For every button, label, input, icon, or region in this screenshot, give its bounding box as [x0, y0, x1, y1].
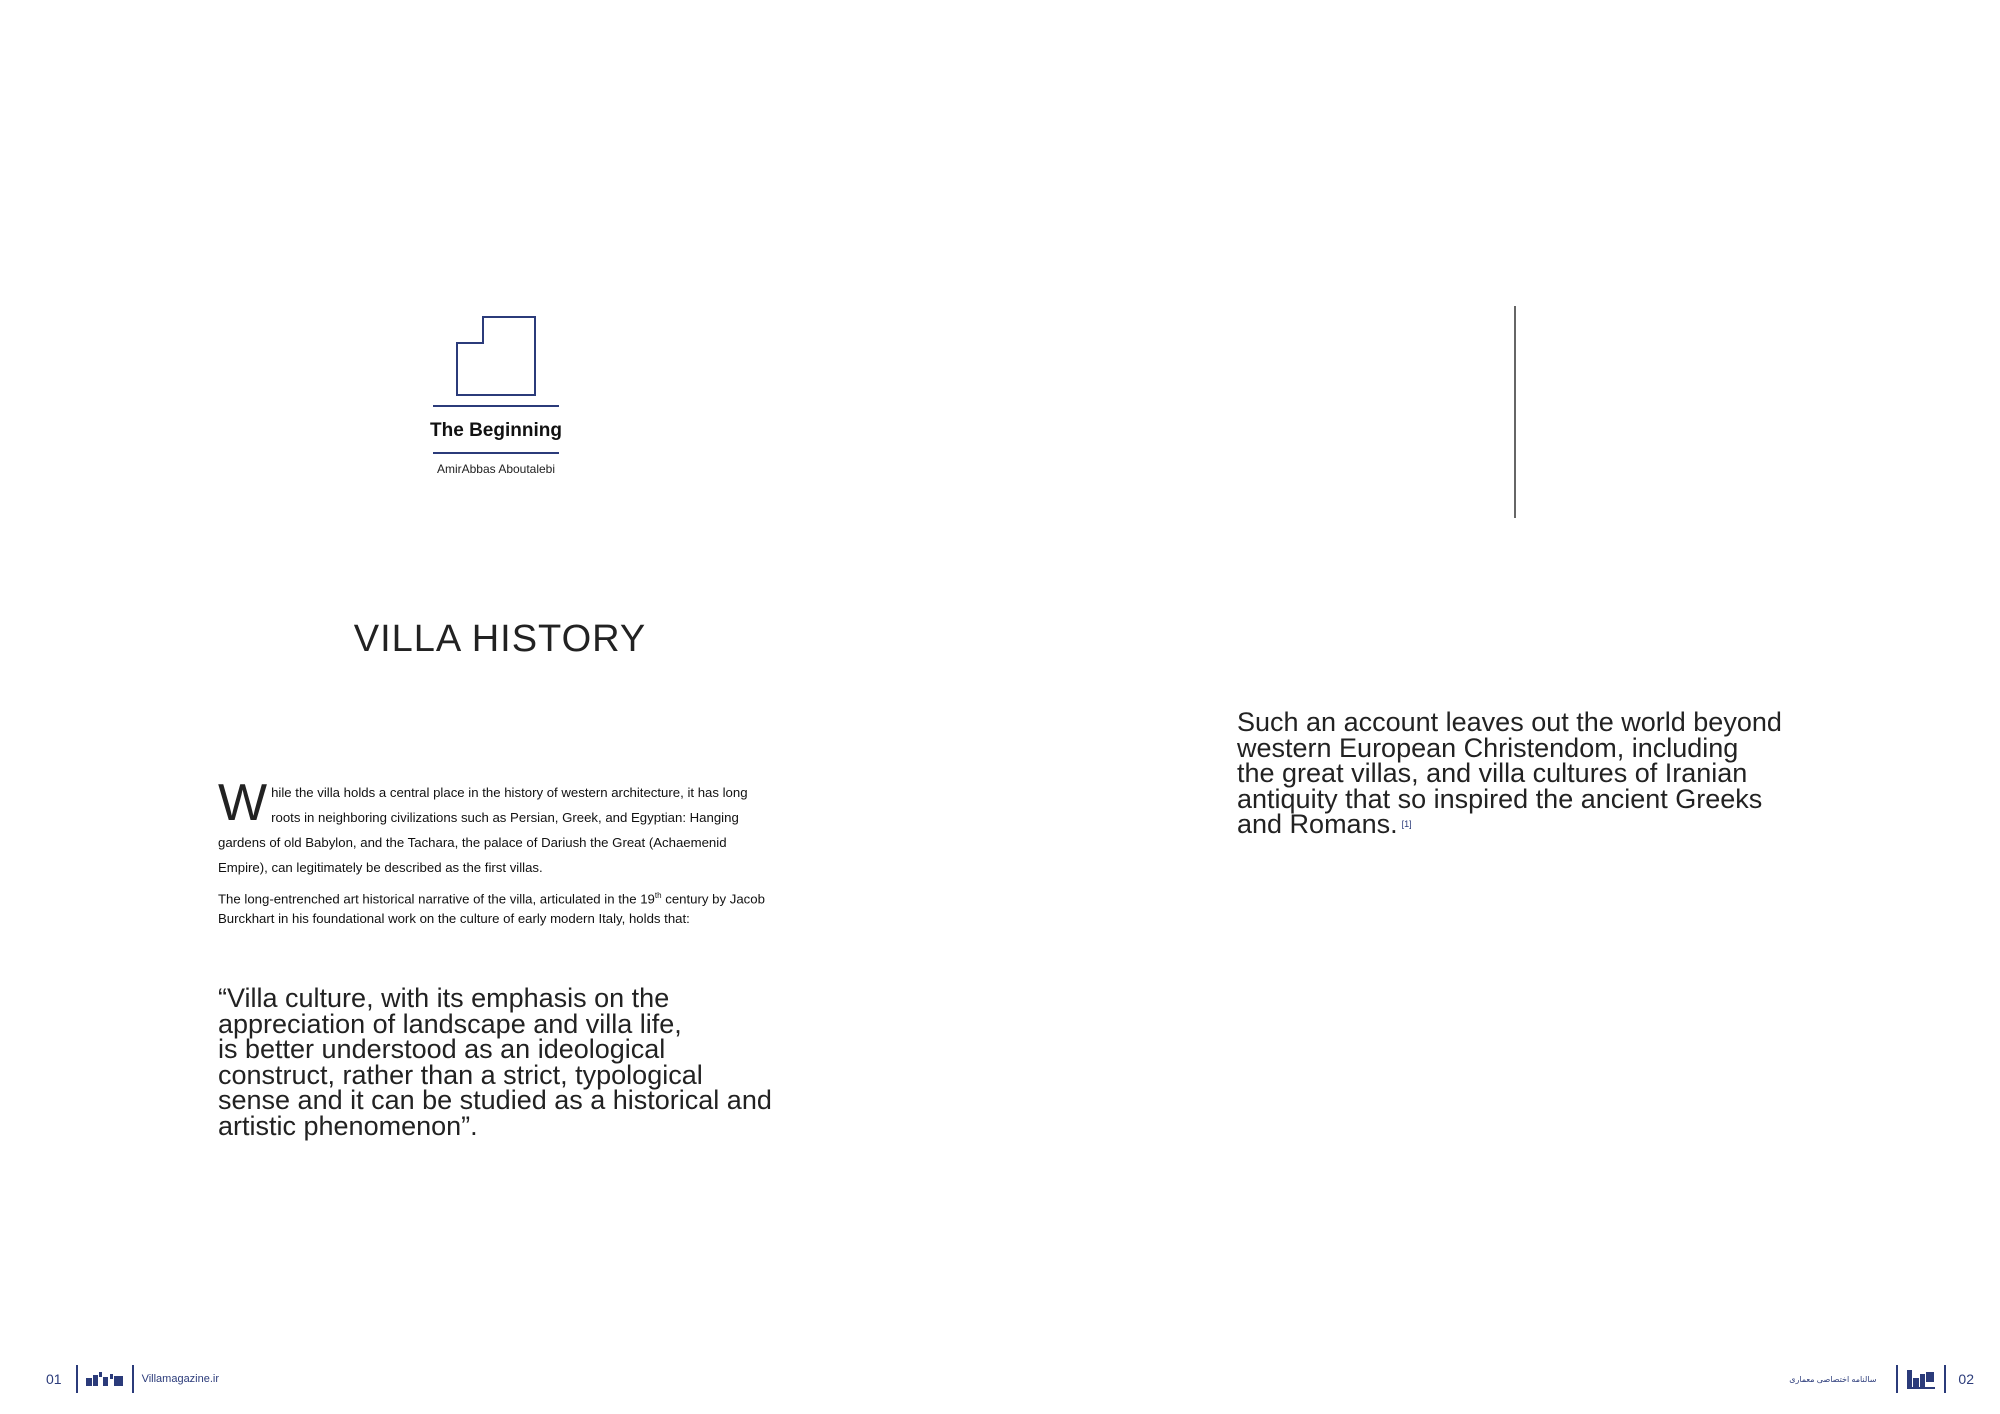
persian-caption: سالنامه اختصاصی معماری — [1789, 1374, 1877, 1384]
vertical-divider — [1514, 306, 1516, 518]
quote-line: sense and it can be studied as a historical and — [218, 1085, 772, 1115]
footer-right — [1789, 1364, 1974, 1394]
chapter-emblem-icon — [455, 315, 537, 397]
website-link[interactable]: Villamagazine.ir — [141, 1373, 220, 1385]
paragraph-narrative — [218, 886, 778, 929]
quote-line: “Villa culture, with its emphasis on the — [218, 983, 670, 1013]
paragraph-narrative-text-a: The long-entrenched art historical narrative of the villa, articulated in the 19 — [218, 891, 655, 907]
magazine-logo-icon — [1906, 1368, 1936, 1390]
author-name: AmirAbbas Aboutalebi — [436, 462, 556, 476]
side-line-text: and Romans. — [1237, 809, 1398, 839]
side-line — [1237, 809, 1817, 839]
chapter-title: The Beginning — [430, 420, 562, 441]
footer-divider — [76, 1365, 78, 1393]
ordinal-superscript: th — [654, 891, 662, 900]
page-number-left: 01 — [46, 1371, 62, 1387]
drop-cap: W — [218, 774, 268, 832]
title-rule-bottom — [433, 452, 559, 454]
quote-line: appreciation of landscape and villa life, — [218, 1008, 682, 1039]
side-line: the great villas, and villa cultures of Iranian — [1237, 758, 1748, 788]
side-statement — [1237, 707, 1817, 839]
footnote-reference[interactable]: [1] — [1401, 819, 1412, 829]
side-line: western European Christendom, including — [1237, 732, 1739, 763]
pull-quote — [218, 983, 798, 1141]
main-title: VILLA HISTORY — [353, 618, 647, 660]
quote-line: is better understood as an ideological — [218, 1034, 666, 1064]
footer-left — [46, 1364, 219, 1394]
magazine-logo-icon — [86, 1371, 124, 1387]
page-number-right: 02 — [1958, 1371, 1974, 1387]
side-line: Such an account leaves out the world beyond — [1237, 707, 1782, 737]
paragraph-narrative-text-b: century by Jacob Burckhart in his foundational work on the culture of early modern Italy, holds that: — [218, 891, 765, 927]
quote-line: construct, rather than a strict, typological — [218, 1059, 703, 1090]
quote-line: artistic phenomenon”. — [218, 1110, 478, 1141]
footer-divider — [1944, 1365, 1946, 1393]
footer-divider — [132, 1365, 134, 1393]
title-rule-top — [433, 405, 559, 407]
paragraph-intro-text: hile the villa holds a central place in the history of western architecture, it has long roots in neighboring civilizations such as Persian, Greek, and Egyptian: Hanging gardens of old Babylon, and the Tachara, the palace of Dariush the Great (Achaemenid Empire), can legitimately be described as the first villas. — [218, 785, 748, 875]
paragraph-intro — [218, 774, 778, 880]
side-line: antiquity that so inspired the ancient Greeks — [1237, 783, 1763, 814]
footer-divider — [1896, 1365, 1898, 1393]
body-text — [218, 774, 778, 929]
